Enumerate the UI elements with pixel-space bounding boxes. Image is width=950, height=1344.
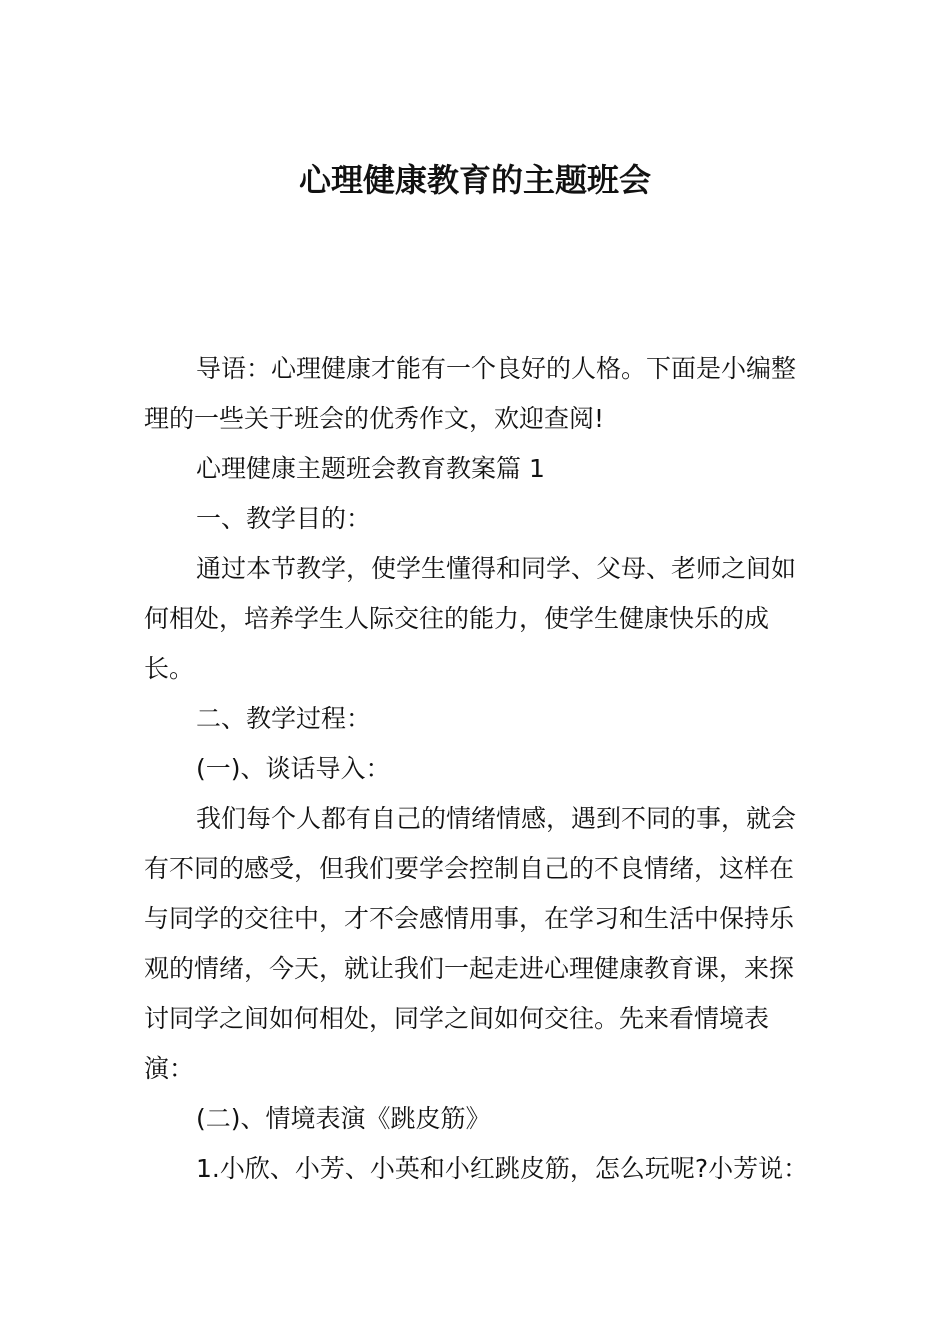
paragraph-subsection-1-heading: (一)、谈话导入： bbox=[196, 754, 391, 783]
paragraph-lesson-heading: 心理健康主题班会教育教案篇 1 bbox=[196, 454, 545, 483]
paragraph-section-1-heading: 一、教学目的： bbox=[196, 504, 372, 533]
paragraph-objectives: 通过本节教学，使学生懂得和同学、父母、老师之间如何相处，培养学生人际交往的能力，使学生健康快乐的成长。 bbox=[144, 554, 797, 683]
paragraph-section-2-heading: 二、教学过程： bbox=[196, 704, 372, 733]
paragraph-subsection-2-heading: (二)、情境表演《跳皮筋》 bbox=[196, 1104, 491, 1133]
document-title: 心理健康教育的主题班会 bbox=[298, 161, 651, 199]
document-body bbox=[144, 344, 816, 1194]
paragraph-scenario-1: 1.小欣、小芳、小英和小红跳皮筋，怎么玩呢?小芳说： bbox=[196, 1154, 809, 1183]
paragraph-introduction-talk: 我们每个人都有自己的情绪情感，遇到不同的事，就会有不同的感受，但我们要学会控制自己的不良情绪，这样在与同学的交往中，才不会感情用事，在学习和生活中保持乐观的情绪，今天，就让我们一起走进心理健康教育课，来探讨同学之间如何相处，同学之间如何交往。先来看情境表演： bbox=[144, 804, 797, 1083]
paragraph-intro: 导语：心理健康才能有一个良好的人格。下面是小编整理的一些关于班会的优秀作文，欢迎查阅! bbox=[144, 354, 797, 433]
